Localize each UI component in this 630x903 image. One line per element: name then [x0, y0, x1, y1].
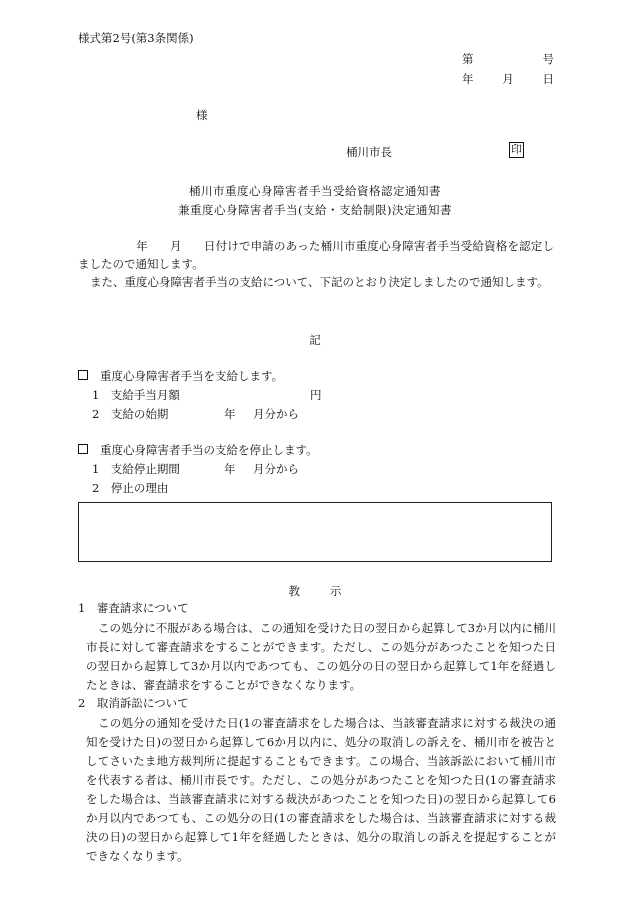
document-title	[0, 183, 630, 221]
issuer-name: 桶川市長	[346, 145, 392, 159]
body-year-label: 年	[136, 239, 148, 253]
body-paragraph-2: また、重度心身障害者手当の支給について、下記のとおり決定しましたので通知します。	[90, 274, 549, 289]
payment-checkbox[interactable]	[78, 370, 88, 380]
payment-heading-row	[78, 368, 558, 387]
number-suffix: 号	[542, 52, 554, 66]
seal-mark: 印	[511, 143, 522, 156]
body-paragraph-1-text: 日付けで申請のあった桶川市重度心身障害者手当受給資格を認定しましたので通知します。	[78, 239, 554, 271]
suspension-period-label: 1 支給停止期間	[92, 462, 180, 476]
date-month-label: 月	[502, 72, 514, 86]
suspension-period-year: 年	[224, 462, 236, 476]
appeal-section-title: 1 審査請求について	[78, 601, 189, 615]
payment-amount-row	[78, 387, 558, 406]
payment-heading: 重度心身障害者手当を支給します。	[100, 369, 284, 383]
payment-amount-label: 1 支給手当月額	[92, 388, 180, 402]
addressee-honorific: 様	[196, 108, 208, 122]
suspension-reason-box[interactable]	[78, 502, 552, 562]
suspension-period-month: 月分から	[253, 462, 299, 476]
payment-start-month: 月分から	[253, 407, 299, 421]
issue-date-row	[462, 71, 554, 91]
payment-start-year: 年	[224, 407, 236, 421]
suspension-heading-row	[78, 442, 558, 461]
instructions-heading-char-2: 示	[330, 584, 342, 598]
suspension-checkbox[interactable]	[78, 444, 88, 454]
instructions-body	[78, 600, 556, 866]
document-number-date	[462, 51, 554, 91]
suspension-section	[78, 442, 558, 499]
date-year-label: 年	[462, 72, 474, 86]
number-prefix: 第	[462, 52, 474, 66]
body-month-label: 月	[169, 239, 182, 253]
title-line-2: 兼重度心身障害者手当(支給・支給制限)決定通知書	[178, 203, 452, 217]
instructions-heading-char-1: 教	[288, 584, 300, 598]
suspension-heading: 重度心身障害者手当の支給を停止します。	[100, 443, 318, 457]
lawsuit-section-title: 2 取消訴訟について	[78, 696, 189, 710]
title-line-1: 桶川市重度心身障害者手当受給資格認定通知書	[189, 184, 441, 198]
payment-start-row	[78, 406, 558, 425]
form-number: 様式第2号(第3条関係)	[78, 31, 194, 45]
body-paragraph-1	[78, 238, 554, 274]
date-day-label: 日	[542, 72, 554, 86]
notice-body	[78, 238, 554, 291]
payment-section	[78, 368, 558, 425]
suspension-reason-label: 2 停止の理由	[92, 481, 169, 495]
document-number-row	[462, 51, 554, 71]
instructions-heading	[0, 583, 630, 601]
payment-start-label: 2 支給の始期	[92, 407, 169, 421]
payment-amount-unit: 円	[310, 388, 322, 402]
appeal-section-text: この処分に不服がある場合は、この通知を受けた日の翌日から起算して3か月以内に桶川市長に対して審査請求をすることができます。ただし、この処分があつたことを知つた日の翌日から起算して3か月以内であつても、この処分の日の翌日から起算して1年を経過したときは、審査請求をすることができなくなります。	[86, 621, 556, 692]
ki-heading: 記	[309, 333, 321, 347]
lawsuit-section-text: この処分の通知を受けた日(1の審査請求をした場合は、当該審査請求に対する裁決の通知を受けた日)の翌日から起算して6か月以内に、処分の取消しの訴えを、桶川市を被告としてさいたま地方裁判所に提起することもできます。この場合、当該訴訟において桶川市を代表する者は、桶川市長です。ただし、この処分があつたことを知つた日(1の審査請求をした場合は、当該審査請求に対する裁決があつたことを知つた日)の翌日から起算して6か月以内であつても、この処分の日(1の審査請求をした場合は、当該審査請求に対する裁決の日)の翌日から起算して1年を経過したときは、処分の取消しの訴えを提起することができなくなります。	[86, 716, 556, 863]
suspension-period-row	[78, 461, 558, 480]
